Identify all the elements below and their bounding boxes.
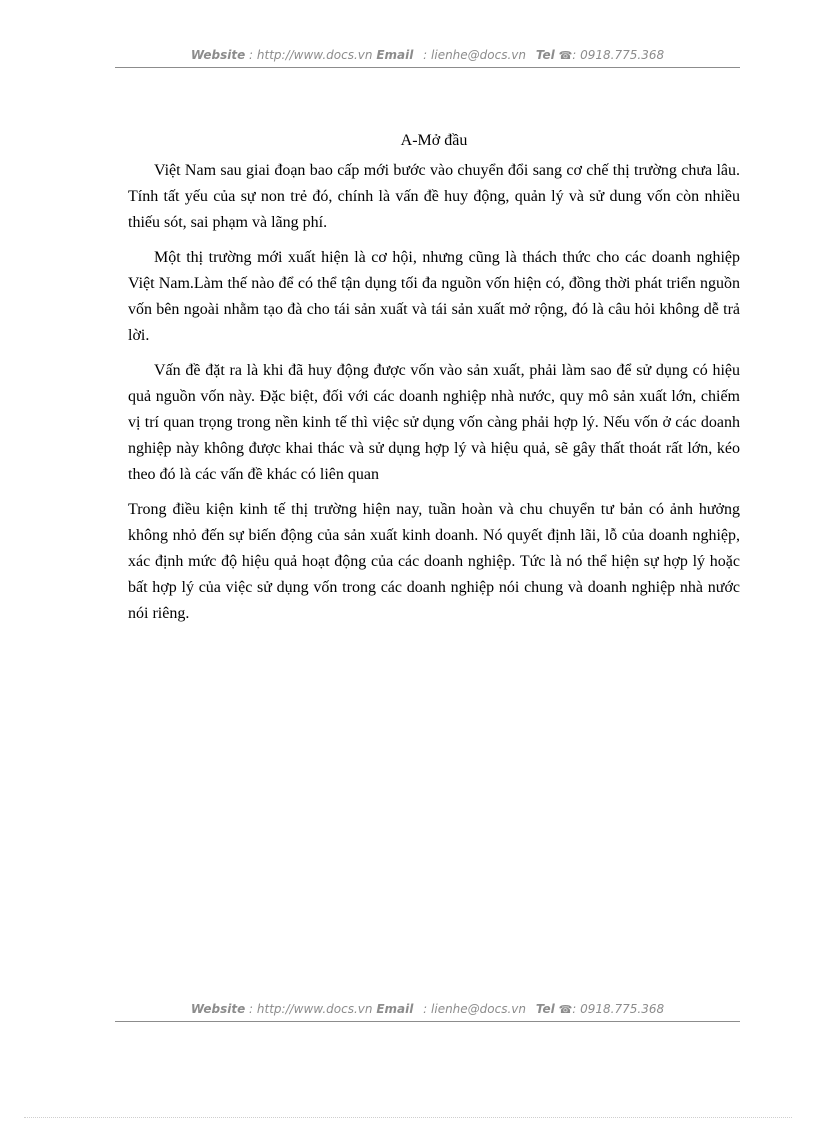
- header-email-link[interactable]: : lienhe@docs.vn: [423, 48, 527, 62]
- header-tel-value: : 0918.775.368: [572, 48, 665, 62]
- header-email-label: Email: [376, 48, 414, 62]
- header-tel-label: Tel: [535, 48, 555, 62]
- footer-tel-value: : 0918.775.368: [572, 1002, 665, 1016]
- footer-tel-label: Tel: [535, 1002, 555, 1016]
- page-header: [115, 47, 740, 68]
- page-edge-divider: [24, 1117, 792, 1118]
- footer-email-label: Email: [376, 1002, 414, 1016]
- paragraph-2: Một thị trường mới xuất hiện là cơ hội, nhưng cũng là thách thức cho các doanh nghiệp Việt Nam.Làm thế nào để có thể tận dụng tối đa nguồn vốn hiện có, đồng thời phát triển nguồn vốn bên ngoài nhằm tạo đà cho tái sản xuất và tái sản xuất mở rộng, đó là câu hỏi không dễ trả lời.: [128, 249, 740, 344]
- footer-email-link[interactable]: : lienhe@docs.vn: [423, 1002, 527, 1016]
- document-body: [128, 130, 740, 636]
- paragraph-3: Vấn đề đặt ra là khi đã huy động được vốn vào sản xuất, phải làm sao để sử dụng có hiệu quả nguồn vốn này. Đặc biệt, đối với các doanh nghiệp nhà nước, quy mô sản xuất lớn, chiếm vị trí quan trọng trong nền kinh tế thì việc sử dụng vốn càng phải hợp lý. Nếu vốn ở các doanh nghiệp này không được khai thác và sử dụng hợp lý và hiệu quả, sẽ gây thất thoát rất lớn, kéo theo đó là các vấn đề khác có liên quan: [128, 362, 740, 483]
- document-title: A-Mở đầu: [400, 132, 468, 149]
- paragraph-4: Trong điều kiện kinh tế thị trường hiện nay, tuần hoàn và chu chuyển tư bản có ảnh hưởng không nhỏ đến sự biến động của sản xuất kinh doanh. Nó quyết định lãi, lỗ của doanh nghiệp, xác định mức độ hiệu quả hoạt động của các doanh nghiệp. Tức là nó thể hiện sự hợp lý hoặc bất hợp lý của việc sử dụng vốn trong các doanh nghiệp nói chung và doanh nghiệp nhà nước nói riêng.: [128, 501, 740, 622]
- phone-icon: ☎: [558, 1003, 573, 1016]
- phone-icon: ☎: [558, 49, 573, 62]
- paragraph-1: Việt Nam sau giai đoạn bao cấp mới bước vào chuyển đổi sang cơ chế thị trường chưa lâu. Tính tất yếu của sự non trẻ đó, chính là vấn đề huy động, quản lý và sử dung vốn còn nhiều thiếu sót, sai phạm và lãng phí.: [128, 162, 740, 231]
- footer-website-link[interactable]: : http://www.docs.vn: [249, 1002, 373, 1016]
- page-footer: [115, 1001, 740, 1022]
- header-website-link[interactable]: : http://www.docs.vn: [249, 48, 373, 62]
- header-website-label: Website: [190, 48, 246, 62]
- footer-website-label: Website: [190, 1002, 246, 1016]
